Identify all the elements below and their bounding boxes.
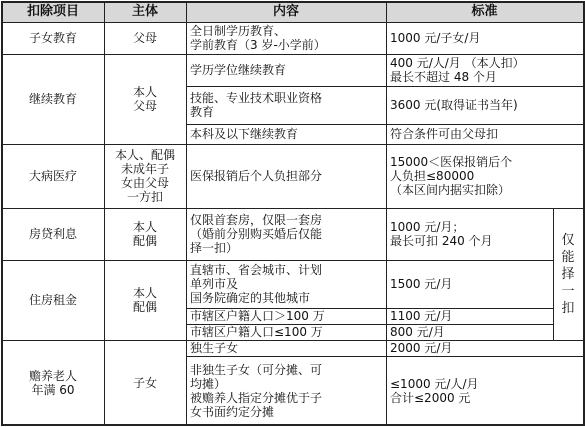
grid-line-row5-bottom bbox=[2, 340, 584, 341]
row-continuing-edu-standard-1: 400 元/人/月 （本人扣） 最长不超过 48 个月 bbox=[390, 56, 525, 84]
grid-line-col2 bbox=[186, 1, 187, 426]
row-illness-standard: 15000＜医保报销后个 人负担≤80000 （本区间内据实扣除） bbox=[390, 155, 513, 197]
grid-line-row1-bottom bbox=[2, 54, 584, 55]
row-continuing-edu-content-2: 技能、专业技术职业资格 教育 bbox=[190, 91, 323, 119]
row-rent-item: 住房租金 bbox=[28, 293, 77, 307]
row-mortgage-content: 仅限首套房，仅限一套房 （婚前分别购买婚后仅能 择一扣） bbox=[190, 213, 323, 255]
row-continuing-edu-standard-3: 符合条件可由父母扣 bbox=[390, 127, 499, 141]
row-continuing-edu-subject: 本人 父母 bbox=[132, 85, 157, 113]
row-continuing-edu-content-3: 本科及以下继续教育 bbox=[190, 127, 299, 141]
grid-line-side-note bbox=[553, 208, 554, 340]
grid-line-bottom bbox=[2, 424, 584, 426]
row-children-edu-item: 子女教育 bbox=[28, 31, 77, 45]
row-elderly-content-1: 独生子女 bbox=[190, 341, 239, 355]
grid-line-rent-1 bbox=[186, 308, 553, 309]
row-rent-content-2: 市辖区户籍人口＞100 万 bbox=[190, 309, 325, 323]
grid-line-row2-bottom bbox=[2, 144, 584, 145]
row-rent-standard-3: 800 元/月 bbox=[390, 325, 445, 339]
header-item: 扣除项目 bbox=[2, 2, 104, 22]
row-mortgage-item: 房贷利息 bbox=[28, 227, 77, 241]
row-rent-subject: 本人 配偶 bbox=[132, 286, 157, 314]
grid-line-row3-bottom bbox=[2, 208, 584, 209]
row-rent-content-1: 直辖市、省会城市、计划 单列市及 国务院确定的其他城市 bbox=[190, 263, 323, 305]
grid-line-rent-2 bbox=[186, 324, 553, 325]
grid-line-col1 bbox=[104, 1, 105, 426]
row-elderly-shared-standard: ≤1000 元/人/月 合计≤2000 元 bbox=[390, 376, 479, 405]
side-note-choose-one: 仅 能 择 一 扣 bbox=[561, 232, 575, 316]
row-mortgage-subject: 本人 配偶 bbox=[132, 220, 157, 248]
row-children-edu-subject: 父母 bbox=[132, 31, 157, 45]
row-illness-content: 医保报销后个人负担部分 bbox=[190, 169, 323, 183]
grid-line-cont-edu-1 bbox=[186, 86, 584, 87]
row-illness-item: 大病医疗 bbox=[28, 169, 77, 183]
grid-line-elderly-1 bbox=[186, 356, 584, 357]
row-continuing-edu-item: 继续教育 bbox=[28, 92, 77, 106]
grid-line-row4-bottom bbox=[2, 260, 553, 261]
row-children-edu-standard: 1000 元/子女/月 bbox=[390, 31, 481, 45]
row-continuing-edu-content-1: 学历学位继续教育 bbox=[190, 63, 287, 77]
row-rent-standard-2: 1100 元/月 bbox=[390, 309, 453, 323]
header-subject: 主体 bbox=[104, 2, 186, 22]
row-rent-standard-1: 1500 元/月 bbox=[390, 277, 453, 291]
grid-line-cont-edu-2 bbox=[186, 124, 584, 125]
row-elderly-item: 赡养老人 年满 60 bbox=[28, 368, 77, 397]
row-continuing-edu-standard-2: 3600 元(取得证书当年) bbox=[390, 98, 518, 112]
row-elderly-content-2: 非独生子女（可分摊、可 均摊） 被赡养人指定分摊优于子 女书面约定分摊 bbox=[190, 362, 323, 419]
row-illness-subject: 本人、配偶 未成年子 女由父母 一方扣 bbox=[114, 148, 175, 204]
grid-line-header-bottom bbox=[2, 22, 584, 23]
row-elderly-subject: 子女 bbox=[132, 375, 157, 390]
header-content: 内容 bbox=[186, 2, 386, 22]
row-mortgage-standard: 1000 元/月； 最长可扣 240 个月 bbox=[390, 220, 493, 248]
row-rent-content-3: 市辖区户籍人口≤100 万 bbox=[190, 325, 323, 339]
grid-line-left bbox=[1, 1, 3, 426]
row-children-edu-content: 全日制学历教育、 学前教育（3 岁-小学前） bbox=[190, 24, 326, 52]
grid-line-col3 bbox=[386, 1, 387, 426]
row-elderly-standard-1: 2000 元/月 bbox=[390, 341, 453, 355]
header-standard: 标准 bbox=[386, 2, 583, 22]
grid-line-top bbox=[2, 1, 584, 3]
